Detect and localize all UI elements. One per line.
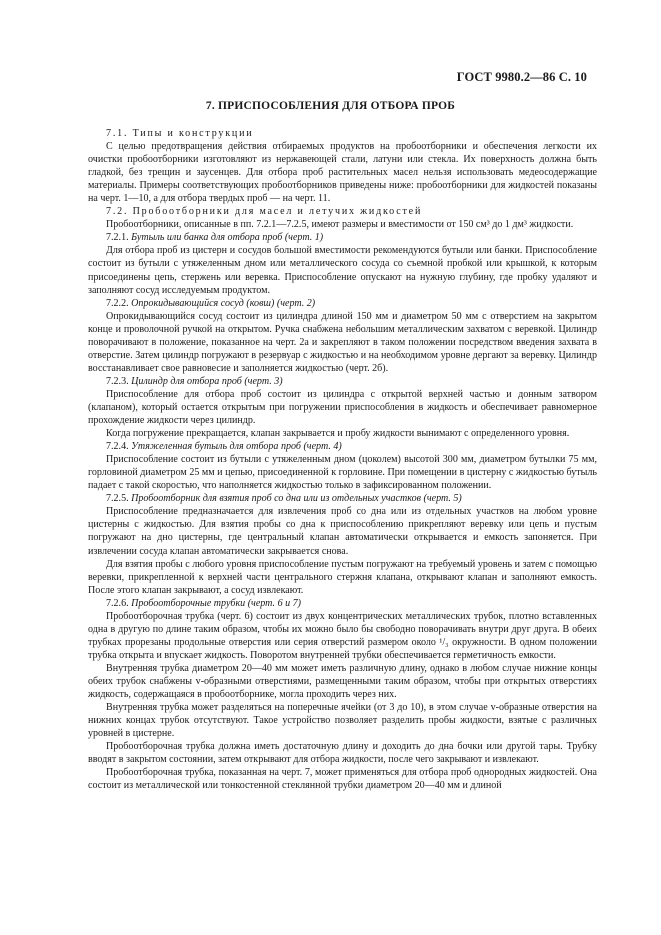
paragraph: Пробоотборочная трубка должна иметь достаточную длину и доходить до дна бочки или другой тары. Трубку вводят в закрытом состоянии, затем открывают для отбора жидкости, после чего закрывают и извлекают. bbox=[88, 741, 597, 766]
subsection-number: 7.2.2. bbox=[106, 297, 129, 309]
subsection-number: 7.2.5. bbox=[106, 493, 129, 505]
paragraph: Внутренняя трубка диаметром 20—40 мм может иметь различную длину, однако в любом случае нижние концы обеих трубок снабжены v-образными отверстиями, размещенными таким образом, чтобы при открытых отверстиях жидкость, содержащаяся в пробоотборнике, могла проходить через них. bbox=[88, 662, 597, 701]
paragraph: Приспособление для отбора проб состоит из цилиндра с открытой верхней частью и донным затвором (клапаном), который остается открытым при погружении приспособления в жидкость и обеспечивает равномерное прохождение жидкости через цилиндр. bbox=[88, 388, 597, 427]
subsection-title: Пробоотборник для взятия проб со дна или из отдельных участков (черт. 5) bbox=[131, 493, 462, 505]
paragraph: Для отбора проб из цистерн и сосудов большой вместимости рекомендуются бутыли или банки. Приспособление состоит из бутыли с утяжеленным дном или металлического сосуда со съемной пробкой или крышкой, к которым присоединены цепь, стержень или веревка. Приспособление опускают на нужную глубину, где пробку удаляют и заполняют сосуд исследуемым продуктом. bbox=[88, 245, 597, 296]
paragraph: Приспособление состоит из бутыли с утяжеленным дном (цоколем) высотой 300 мм, диаметром бутылки 75 мм, горловиной диаметром 25 мм и цепью, присоединенной к горловине. При помещении в цистерну с жидкостью бутыль падает с такой скоростью, что наполняется жидкостью только в зафиксированном положении. bbox=[88, 454, 597, 492]
paragraph: Пробоотборочная трубка (черт. 6) состоит из двух концентрических металлических трубок, плотно вставленных одна в другую по длине таким образом, чтобы их можно было бы свободно поворачивать внутри друг друга. В обеих трубках прорезаны продольные отверстия или серия отверстий размером около ¹/₃ окружности. В одном положении трубка открыта и впускает жидкость. Поворотом внутренней трубки обеспечивается герметичность емкости. bbox=[88, 610, 597, 661]
paragraph: 7.2. Пробоотборники для масел и летучих жидкостей bbox=[106, 206, 423, 218]
section-body bbox=[88, 127, 597, 792]
subsection-number: 7.2.3. bbox=[106, 375, 129, 387]
subsection-heading bbox=[88, 492, 597, 505]
paragraph: Когда погружение прекращается, клапан закрывается и пробу жидкости вынимают с определенного уровня. bbox=[106, 428, 570, 440]
subsection-title: Утяжеленная бутыль для отбора проб (черт. 4) bbox=[131, 441, 342, 453]
paragraph: Для взятия пробы с любого уровня приспособление пустым погружают на требуемый уровень и затем с помощью веревки, прикрепленной к верхней части центрального стержня клапана, открывают клапан и заполняют емкость. После этого клапан закрывают, а сосуд извлекают. bbox=[88, 558, 597, 596]
page-header: ГОСТ 9980.2—86 С. 10 bbox=[456, 70, 587, 84]
paragraph: Внутренняя трубка может разделяться на поперечные ячейки (от 3 до 10), в этом случае v-образные отверстия на нижних концах трубок отсутствуют. Такое устройство позволяет разделить пробы жидкости, взятые с различных уровней в цистерне. bbox=[88, 702, 597, 740]
subsection-heading bbox=[88, 440, 597, 453]
subsection-number: 7.2.6. bbox=[106, 597, 129, 609]
paragraph: С целью предотвращения действия отбираемых продуктов на пробоотборники и обеспечения легкости их очистки пробоотборники изготовляют из нержавеющей стали, латуни или стекла. Их поверхность должна быть гладкой, без трещин и заусенцев. Для отбора проб растительных масел нельзя использовать медеосодержащие материалы. Примеры соответствующих пробоотборников приведены ниже: пробоотборники для жидкостей показаны на черт. 1—10, а для отбора твердых проб — на черт. 11. bbox=[88, 141, 597, 205]
subsection-number: 7.2.1. bbox=[106, 232, 129, 244]
subsection-title: Цилиндр для отбора проб (черт. 3) bbox=[131, 375, 283, 387]
subsection-heading bbox=[88, 231, 597, 244]
paragraph: Пробоотборочная трубка, показанная на черт. 7, может применяться для отбора проб однородных жидкостей. Она состоит из металлической или тонкостенной стеклянной трубки диаметром 20—40 мм и длиной bbox=[88, 767, 597, 792]
subsection-title: Бутыль или банка для отбора проб (черт. 1) bbox=[131, 232, 324, 244]
subsection-number: 7.2.4. bbox=[106, 441, 129, 453]
paragraph: Пробоотборники, описанные в пп. 7.2.1—7.2.5, имеют размеры и вместимости от 150 см³ до 1 дм³ жидкости. bbox=[106, 219, 574, 231]
section-title: 7. ПРИСПОСОБЛЕНИЯ ДЛЯ ОТБОРА ПРОБ bbox=[205, 100, 456, 112]
paragraph: Опрокидывающийся сосуд состоит из цилиндра длиной 150 мм и диаметром 50 мм с отверстием на закрытом конце и проволочной ручкой на открытом. Ручка снабжена небольшим металлическим захватом с веревкой. Цилиндр поворачивают в положение, показанное на черт. 2а и закрепляют в таком положении посредством введения захвата в отверстие. Затем цилиндр погружают в резервуар с жидкостью и на необходимом уровне дергают за веревку. Цилиндр восстанавливает свое равновесие и заполняется жидкостью (черт. 2б). bbox=[88, 310, 597, 374]
paragraph: Приспособление предназначается для извлечения проб со дна или из отдельных участков на любом уровне цистерны с жидкостью. Для взятия пробы со дна к приспособлению прикрепляют веревку или цепь и пустым погружают на дно цистерны, где центральный клапан автоматически открывается и емкость запоняется. При извлечении сосуда клапан автоматически закрывается снова. bbox=[88, 506, 597, 557]
subsection-title: Опрокидывающийся сосуд (ковш) (черт. 2) bbox=[131, 297, 316, 309]
subsection-heading bbox=[88, 375, 597, 388]
paragraph: 7.1. Типы и конструкции bbox=[106, 128, 254, 139]
subsection-heading bbox=[88, 597, 597, 610]
subsection-title: Пробоотборочные трубки (черт. 6 и 7) bbox=[131, 597, 302, 609]
subsection-heading bbox=[88, 297, 597, 310]
